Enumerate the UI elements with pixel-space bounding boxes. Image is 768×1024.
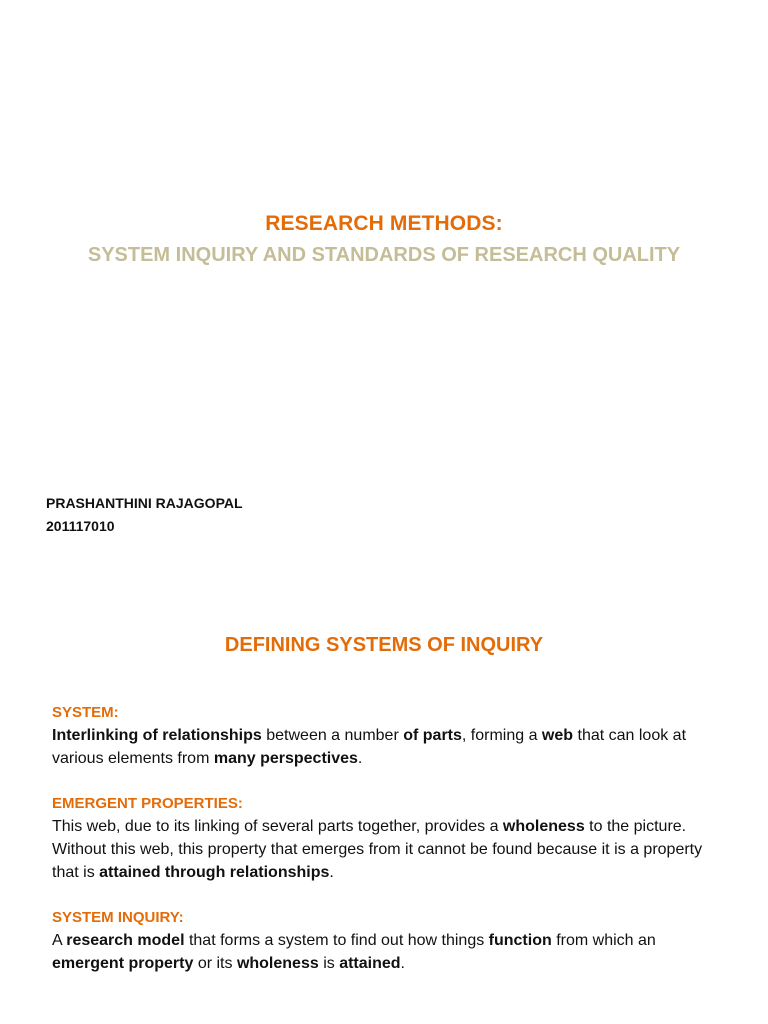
term-block-system xyxy=(52,702,724,770)
definition-text: . xyxy=(357,750,363,767)
definition-text: that can look at various elements from xyxy=(52,727,687,767)
term-definition xyxy=(52,815,724,884)
emphasized-text: wholeness xyxy=(236,955,319,972)
definition-text: is xyxy=(318,955,340,972)
term-label: SYSTEM INQUIRY: xyxy=(52,909,184,926)
term-definition xyxy=(52,929,724,975)
term-label: SYSTEM: xyxy=(52,704,119,721)
emphasized-text: function xyxy=(488,932,552,949)
definition-text: to the picture. Without this web, this property that emerges from it cannot be found because it is a property that is xyxy=(52,818,703,881)
author-id: 201117010 xyxy=(46,518,115,534)
emphasized-text: wholeness xyxy=(502,818,585,835)
emphasized-text: attained xyxy=(339,955,401,972)
emphasized-text: of parts xyxy=(403,727,462,744)
definition-text: from which an xyxy=(551,932,656,949)
author-name: PRASHANTHINI RAJAGOPAL xyxy=(46,495,243,511)
emphasized-text: emergent property xyxy=(52,955,194,972)
definition-text: . xyxy=(329,864,334,881)
definition-text: This web, due to its linking of several parts together, provides a xyxy=(52,818,503,835)
emphasized-text: attained through relationships xyxy=(99,864,330,881)
definition-text: that forms a system to find out how things xyxy=(184,932,489,949)
emphasized-text: many perspectives xyxy=(213,750,358,767)
slide-title: RESEARCH METHODS: xyxy=(265,212,503,235)
emphasized-text: web xyxy=(541,727,574,744)
definition-text: , forming a xyxy=(461,727,542,744)
definition-text: between a number xyxy=(261,727,404,744)
slide-subtitle: SYSTEM INQUIRY AND STANDARDS OF RESEARCH QUALITY xyxy=(87,244,681,266)
term-block-system-inquiry xyxy=(52,907,724,975)
definition-text: or its xyxy=(193,955,237,972)
term-definition xyxy=(52,724,724,770)
definitions-slide xyxy=(0,578,768,1024)
definition-text: . xyxy=(400,955,405,972)
term-block-emergent-properties xyxy=(52,793,724,884)
emphasized-text: Interlinking of relationships xyxy=(52,727,262,744)
section-heading: DEFINING SYSTEMS OF INQUIRY xyxy=(224,634,544,656)
definition-text: A xyxy=(52,932,67,949)
term-label: EMERGENT PROPERTIES: xyxy=(52,795,243,812)
emphasized-text: research model xyxy=(66,932,185,949)
